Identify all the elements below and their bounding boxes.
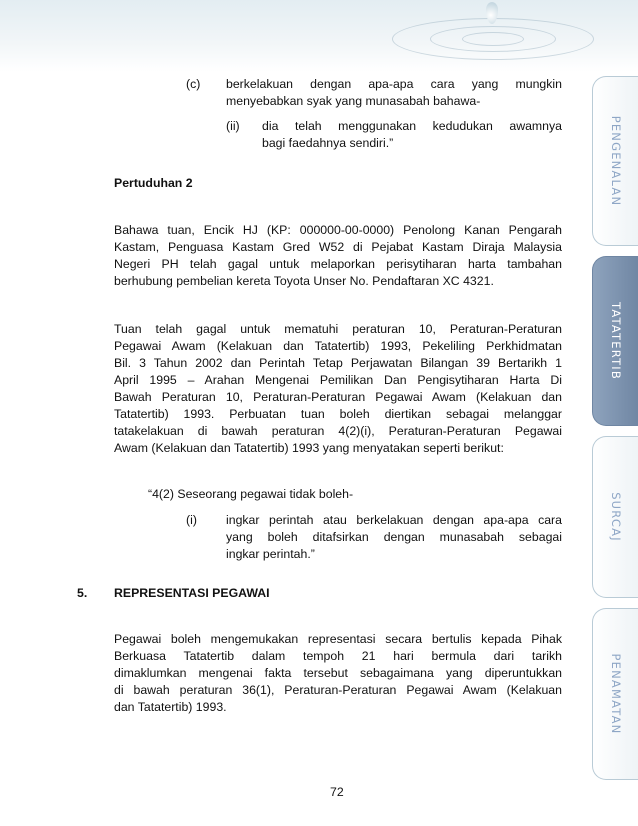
item-ii-text: dia telah menggunakan kedudukan awamnya	[262, 119, 562, 133]
tab-penamatan[interactable]	[592, 608, 638, 780]
water-ripple-ring	[462, 32, 524, 46]
item-c-text: berkelakuan dengan apa-apa cara yang mungkin	[226, 77, 562, 91]
item-i-text: yang boleh ditafsirkan dengan munasabah sebagai	[226, 530, 562, 544]
quote-intro: “4(2) Seseorang pegawai tidak boleh-	[148, 487, 354, 501]
item-i-text: ingkar perintah atau berkelakuan dengan apa-apa cara	[226, 513, 562, 527]
paragraph-line: berhubung pembelian kereta Toyota Unser No. Pendaftaran XC 4321.	[114, 274, 494, 288]
item-marker-c: (c)	[186, 77, 201, 91]
tab-label: PENGENALAN	[609, 115, 623, 207]
paragraph-line: Tatatertib) 1993. Perbuatan tuan boleh diertikan sebagai melanggar	[114, 407, 562, 421]
section-heading: Pertuduhan 2	[114, 176, 193, 190]
tab-surcaj[interactable]	[592, 436, 638, 598]
item-i-text: ingkar perintah.”	[226, 547, 315, 561]
section-title: REPRESENTASI PEGAWAI	[114, 586, 270, 600]
header-water-banner	[0, 0, 638, 72]
paragraph-line: di bawah peraturan 36(1), Peraturan-Peraturan Pegawai Awam (Kelakuan	[114, 683, 562, 697]
paragraph-line: Bahawa tuan, Encik HJ (KP: 000000-00-0000) Penolong Kanan Pengarah	[114, 223, 562, 237]
paragraph-line: Bawah Peraturan 10, Peraturan-Peraturan Pegawai Awam (Kelakuan dan	[114, 390, 562, 404]
tab-label: SURCAJ	[609, 492, 623, 542]
paragraph-line: tatakelakuan di bawah peraturan 4(2)(i), Peraturan-Peraturan Pegawai	[114, 424, 562, 438]
paragraph-line: Kastam, Penguasa Kastam Gred W52 di Pejabat Kastam Diraja Malaysia	[114, 240, 562, 254]
paragraph-line: Negeri PH telah gagal untuk melaporkan perisytiharan harta tambahan	[114, 257, 562, 271]
page-number: 72	[330, 785, 344, 799]
item-c-text: menyebabkan syak yang munasabah bahawa-	[226, 94, 481, 108]
section-number: 5.	[77, 586, 88, 600]
paragraph-line: Berkuasa Tatatertib dalam tempoh 21 hari bermula dari tarikh	[114, 649, 562, 663]
paragraph-line: Pegawai Awam (Kelakuan dan Tatatertib) 1993, Pekeliling Perkhidmatan	[114, 339, 562, 353]
paragraph-line: dan Tatatertib) 1993.	[114, 700, 227, 714]
tab-tatatertib[interactable]	[592, 256, 638, 426]
paragraph-line: Awam (Kelakuan dan Tatatertib) 1993 yang menyatakan seperti berikut:	[114, 441, 504, 455]
paragraph-line: April 1995 – Arahan Mengenai Pemilikan Dan Pengisytiharan Harta Di	[114, 373, 562, 387]
tab-label: TATATERTIB	[609, 302, 623, 380]
paragraph-line: Bil. 3 Tahun 2002 dan Perintah Tetap Perjawatan Bilangan 39 Bertarikh 1	[114, 356, 562, 370]
item-ii-text: bagi faedahnya sendiri.”	[262, 136, 394, 150]
paragraph-line: dimaklumkan mengenai fakta tersebut sebagaimana yang diperuntukkan	[114, 666, 562, 680]
tab-label: PENAMATAN	[609, 653, 623, 735]
paragraph-line: Tuan telah gagal untuk mematuhi peraturan 10, Peraturan-Peraturan	[114, 322, 562, 336]
paragraph-line: Pegawai boleh mengemukakan representasi secara bertulis kepada Pihak	[114, 632, 562, 646]
tab-pengenalan[interactable]	[592, 76, 638, 246]
item-marker-i: (i)	[186, 513, 197, 527]
item-marker-ii: (ii)	[226, 119, 240, 133]
